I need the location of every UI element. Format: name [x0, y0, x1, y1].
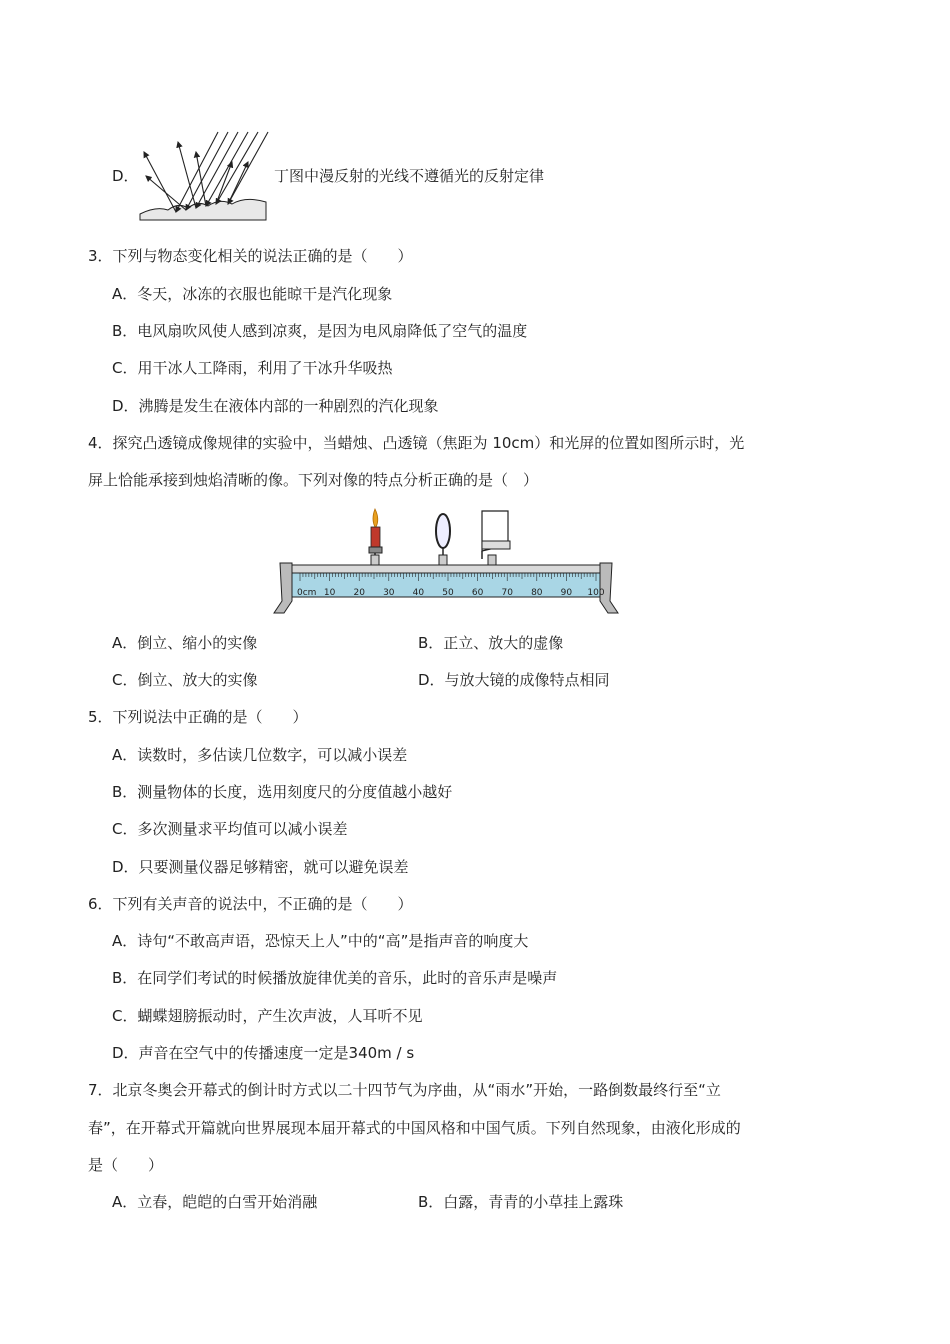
- q2-option-d-letter: D．: [112, 167, 139, 185]
- q4-stem-line2: 屏上恰能承接到烛焰清晰的像。下列对像的特点分析正确的是（ ）: [88, 471, 539, 489]
- q7-option-a: A．立春，皑皑的白雪开始消融: [112, 1193, 318, 1211]
- q7-stem-line2: 春”，在开幕式开篇就向世界展现本届开幕式的中国风格和中国气质。下列自然现象，由液化形成的: [88, 1119, 741, 1137]
- q5-option-b: B．测量物体的长度，选用刻度尺的分度值越小越好: [112, 783, 453, 801]
- q6-option-d: D．声音在空气中的传播速度一定是340m / s: [112, 1044, 415, 1062]
- ruler-label: 20: [353, 588, 365, 598]
- light-screen: [482, 511, 510, 567]
- q4-option-b: B．正立、放大的虚像: [418, 634, 564, 652]
- diffuse-reflection-figure: [136, 122, 270, 222]
- q5-stem: 5．下列说法中正确的是（ ）: [88, 708, 308, 726]
- ruler-label: 40: [412, 588, 425, 598]
- q2-option-d-text: 丁图中漫反射的光线不遵循光的反射定律: [274, 167, 545, 185]
- ruler-label: 30: [383, 588, 395, 598]
- convex-lens: [436, 514, 450, 567]
- ruler-label: 10: [323, 588, 336, 598]
- q7-option-b: B．白露，青青的小草挂上露珠: [418, 1193, 624, 1211]
- q6-option-b: B．在同学们考试的时候播放旋律优美的音乐，此时的音乐声是噪声: [112, 969, 558, 987]
- ruler-label: 50: [442, 588, 454, 598]
- q7-stem-line3: 是（ ）: [88, 1156, 164, 1174]
- q6-option-c: C．蝴蝶翅膀振动时，产生次声波，人耳听不见: [112, 1007, 423, 1025]
- q4-option-d: D．与放大镜的成像特点相同: [418, 671, 610, 689]
- q6-option-a: A．诗句“不敢高声语，恐惊天上人”中的“高”是指声音的响度大: [112, 932, 529, 950]
- q6-stem: 6．下列有关声音的说法中，不正确的是（ ）: [88, 895, 413, 913]
- ruler-label: 0cm: [297, 588, 317, 598]
- q3-option-a: A．冬天，冰冻的衣服也能晾干是汽化现象: [112, 285, 393, 303]
- q4-stem-line1: 4．探究凸透镜成像规律的实验中，当蜡烛、凸透镜（焦距为 10cm）和光屏的位置如图所示时，光: [88, 434, 745, 452]
- ruler-label: 70: [501, 588, 513, 598]
- q4-option-c: C．倒立、放大的实像: [112, 671, 258, 689]
- candle: [369, 509, 382, 567]
- ruler-label: 90: [560, 588, 573, 598]
- q3-option-c: C．用干冰人工降雨，利用了干冰升华吸热: [112, 359, 393, 377]
- ruler-label: 60: [471, 588, 484, 598]
- q7-stem-line1: 7．北京冬奥会开幕式的倒计时方式以二十四节气为序曲，从“雨水”开始，一路倒数最终行至“立: [88, 1081, 721, 1099]
- ruler-label: 80: [531, 588, 543, 598]
- q5-option-c: C．多次测量求平均值可以减小误差: [112, 820, 348, 838]
- optical-bench-figure: [270, 505, 620, 617]
- q3-option-b: B．电风扇吹风使人感到凉爽，是因为电风扇降低了空气的温度: [112, 322, 528, 340]
- q3-stem: 3．下列与物态变化相关的说法正确的是（ ）: [88, 247, 413, 265]
- q4-option-a: A．倒立、缩小的实像: [112, 634, 258, 652]
- q5-option-d: D．只要测量仪器足够精密，就可以避免误差: [112, 858, 409, 876]
- q3-option-d: D．沸腾是发生在液体内部的一种剧烈的汽化现象: [112, 397, 439, 415]
- ruler-label: 100: [587, 588, 605, 598]
- q5-option-a: A．读数时，多估读几位数字，可以减小误差: [112, 746, 408, 764]
